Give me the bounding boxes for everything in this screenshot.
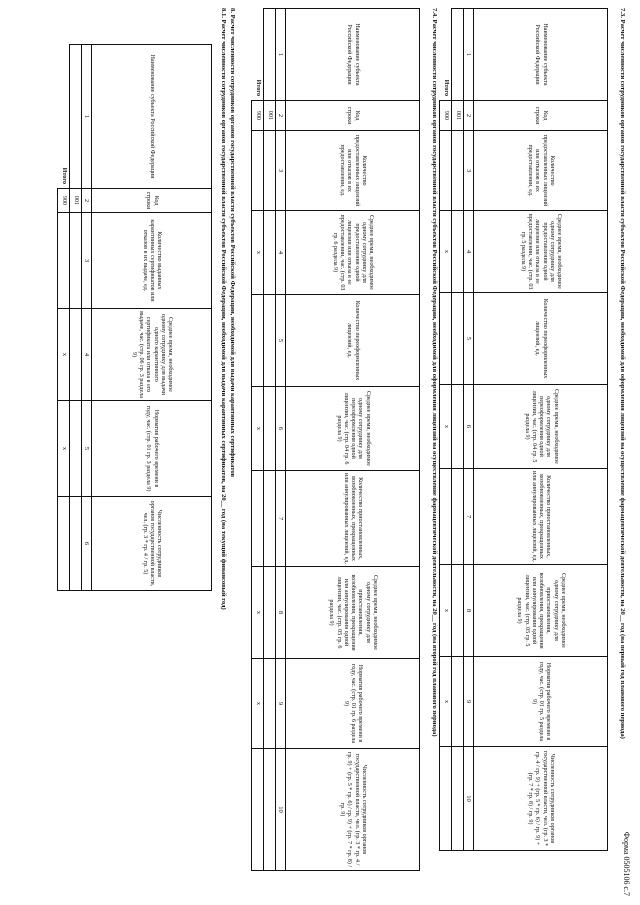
col-header: Численность сотрудников органов государственной власти, чел. (гр. 3 * гр. 4 / гр. 9) + (гр. 5 * гр. 6) / гр. 9) + (гр. 7 * гр. 8) / гр. 9) <box>286 749 420 871</box>
total-row <box>58 45 70 591</box>
row-code: 001 <box>70 189 82 213</box>
table-header-row <box>286 9 420 871</box>
col-header: Среднее время, необходимое одному сотруднику для переоформления одной лицензии, час. (стр. 04 гр. 5 раздела 9) <box>474 385 608 469</box>
x-mark: x <box>440 385 452 469</box>
cell[interactable] <box>58 497 70 591</box>
cell[interactable] <box>264 9 276 101</box>
col-number: 6 <box>464 385 474 469</box>
col-header: Количество переоформленных лицензий, ед. <box>474 293 608 385</box>
row-code: 001 <box>264 101 276 131</box>
cell[interactable] <box>252 131 264 211</box>
cell[interactable] <box>452 211 464 293</box>
col-header: Количество приостановленных, возобновленных, прекращенных или аннулированных лицензий, ед. <box>286 471 420 567</box>
row-code: 001 <box>452 101 464 131</box>
section-8-1-title: 8.1. Расчет численности сотрудников органов государственной власти субъектов Российской Федерации, необходимой для выдачи карантинных сертификатов, на 20__ год (на текущий финансовый год) <box>220 8 227 610</box>
cell[interactable] <box>264 659 276 749</box>
cell[interactable] <box>440 293 452 385</box>
col-header: Норматив рабочего времени в году, час. (стр. 01 гр. 3 раздела 9) <box>92 401 212 497</box>
col-header: Код строки <box>474 101 608 131</box>
cell[interactable] <box>452 657 464 747</box>
x-mark: x <box>252 659 264 749</box>
table-header-row <box>474 9 608 851</box>
cell[interactable] <box>70 497 82 591</box>
col-header: Количество выданных карантинных сертификатов или отказов в их выдаче, ед. <box>92 213 212 309</box>
col-number: 4 <box>464 211 474 293</box>
cell[interactable] <box>70 213 82 309</box>
col-header: Количество приостановленных, возобновленных, прекращенных или аннулированных лицензий, ед. <box>474 469 608 565</box>
total-code: 900 <box>252 101 264 131</box>
col-number: 1 <box>82 45 92 189</box>
cell[interactable] <box>452 131 464 211</box>
x-mark: x <box>58 401 70 497</box>
total-code: 900 <box>440 101 452 131</box>
cell[interactable] <box>70 45 82 189</box>
col-header: Численность сотрудников органов государственной власти, чел. (гр. 3 * гр. 4 / гр. 5) <box>92 497 212 591</box>
col-header: Количество предоставленных лицензий или отказов в их предоставлении, ед. <box>286 131 420 211</box>
cell[interactable] <box>440 469 452 565</box>
cell[interactable] <box>264 295 276 387</box>
col-header: Среднее время, необходимое одному сотруднику для выдачи одного карантинного сертификата или отказа в его выдаче, час. (стр. 06 гр. 3 раздела 9) <box>92 309 212 401</box>
cell[interactable] <box>452 469 464 565</box>
cell[interactable] <box>440 747 452 851</box>
total-label: Итого <box>442 79 449 96</box>
total-row <box>440 9 452 851</box>
cell[interactable] <box>252 749 264 871</box>
col-number: 3 <box>82 213 92 309</box>
table-header-row <box>92 45 212 591</box>
cell[interactable] <box>452 9 464 101</box>
total-row <box>252 9 264 871</box>
col-number: 5 <box>82 401 92 497</box>
col-number: 9 <box>464 657 474 747</box>
col-header: Среднее время, необходимое одному сотруднику для приостановления, возобновления, прекращения или аннулирования одной лицензии, час. (стр. 05 гр. 6 раздела 9) <box>286 567 420 659</box>
x-mark: x <box>58 309 70 401</box>
col-number: 7 <box>464 469 474 565</box>
col-number: 1 <box>276 9 286 101</box>
cell[interactable] <box>264 471 276 567</box>
table-row <box>264 9 276 871</box>
section-7-4-title: 7.4. Расчет численности сотрудников органов государственной власти субъектов Российской Федерации, необходимой для оформления лицензий на осуществление фармацевтической деятельности, на 20__ год (на второй год планового периода) <box>431 8 438 737</box>
x-mark: x <box>440 565 452 657</box>
section-8-title: 8. Расчет численности сотрудников органов государственной власти субъектов Российской Федерации, необходимой для выдачи карантинных сертификатов <box>229 8 236 478</box>
col-number: 2 <box>276 101 286 131</box>
col-number: 6 <box>82 497 92 591</box>
cell[interactable] <box>452 293 464 385</box>
col-number: 2 <box>464 101 474 131</box>
col-number: 4 <box>82 309 92 401</box>
col-header: Среднее время, необходимое одному сотруднику для переоформления одной лицензии, час. (стр. 04 гр. 6 раздела 9) <box>286 387 420 471</box>
col-header: Количество переоформленных лицензий, ед. <box>286 295 420 387</box>
table-7-3 <box>439 8 608 851</box>
col-header: Наименование субъекта Российской Федерации <box>92 45 212 189</box>
cell[interactable] <box>440 131 452 211</box>
col-number: 3 <box>276 131 286 211</box>
column-number-row <box>464 9 474 851</box>
col-number: 7 <box>276 471 286 567</box>
cell[interactable] <box>452 385 464 469</box>
col-number: 8 <box>276 567 286 659</box>
x-mark: x <box>440 657 452 747</box>
col-number: 5 <box>276 295 286 387</box>
x-mark: x <box>252 567 264 659</box>
table-row <box>452 9 464 851</box>
cell[interactable] <box>452 565 464 657</box>
col-number: 9 <box>276 659 286 749</box>
cell[interactable] <box>264 387 276 471</box>
x-mark: x <box>252 387 264 471</box>
col-number: 3 <box>464 131 474 211</box>
col-number: 5 <box>464 293 474 385</box>
cell[interactable] <box>264 131 276 211</box>
table-7-4 <box>251 8 420 871</box>
col-number: 4 <box>276 211 286 295</box>
col-number: 2 <box>82 189 92 213</box>
cell[interactable] <box>70 309 82 401</box>
cell[interactable] <box>264 567 276 659</box>
col-header: Норматив рабочего времени в году, час. (стр. 01 гр. 6 раздела 9) <box>286 659 420 749</box>
table-8-1 <box>57 44 212 591</box>
col-header: Количество предоставленных лицензий или отказов в их предоставлении, ед. <box>474 131 608 211</box>
cell[interactable] <box>264 211 276 295</box>
col-number: 8 <box>464 565 474 657</box>
form-number: Форма 0505106 с.7 <box>622 831 631 896</box>
col-number: 10 <box>464 747 474 851</box>
col-header: Код строки <box>92 189 212 213</box>
total-label: Итого <box>254 79 261 96</box>
total-code: 900 <box>58 189 70 213</box>
x-mark: x <box>440 211 452 293</box>
cell[interactable] <box>452 747 464 851</box>
cell[interactable] <box>252 295 264 387</box>
section-7-3-title: 7.3. Расчет численности сотрудников органов государственной власти субъектов Российской Федерации, необходимой для оформления лицензий на осуществление фармацевтической деятельности, на 20__ год (на первый год планового периода) <box>619 8 626 739</box>
col-header: Наименование субъекта Российской Федерации <box>286 9 420 101</box>
col-header: Среднее время, необходимое одному сотруднику для предоставления одной лицензии или отказа в ее предоставлении, час. (стр. 03 гр. 5 раздела 9) <box>474 211 608 293</box>
cell[interactable] <box>252 471 264 567</box>
col-header: Среднее время, необходимое одному сотруднику для предоставления одной лицензии или отказа в ее предоставлении, час. (стр. 03 гр. 6 раздела 9) <box>286 211 420 295</box>
cell[interactable] <box>264 749 276 871</box>
col-header: Численность сотрудников органов государственной власти, чел. (гр. 3 * гр. 4 / гр. 9) + (гр. 5 * гр. 6) / гр. 9) + (гр. 7 * гр. 8) / гр. 9) <box>474 747 608 851</box>
cell[interactable] <box>70 401 82 497</box>
column-number-row <box>82 45 92 591</box>
col-header: Среднее время, необходимое одному сотруднику для приостановления, возобновления, прекращения или аннулирования одной лицензии, час. (стр. 05 гр. 5 раздела 9) <box>474 565 608 657</box>
table-row <box>70 45 82 591</box>
rotated-form-content <box>8 8 632 898</box>
col-number: 6 <box>276 387 286 471</box>
col-header: Код строки <box>286 101 420 131</box>
cell[interactable] <box>58 213 70 309</box>
col-header: Норматив рабочего времени в году, час. (стр. 01 гр. 5 раздела 9) <box>474 657 608 747</box>
col-number: 1 <box>464 9 474 101</box>
col-number: 10 <box>276 749 286 871</box>
col-header: Наименование субъекта Российской Федерации <box>474 9 608 101</box>
total-label: Итого <box>60 167 67 184</box>
column-number-row <box>276 9 286 871</box>
x-mark: x <box>252 211 264 295</box>
